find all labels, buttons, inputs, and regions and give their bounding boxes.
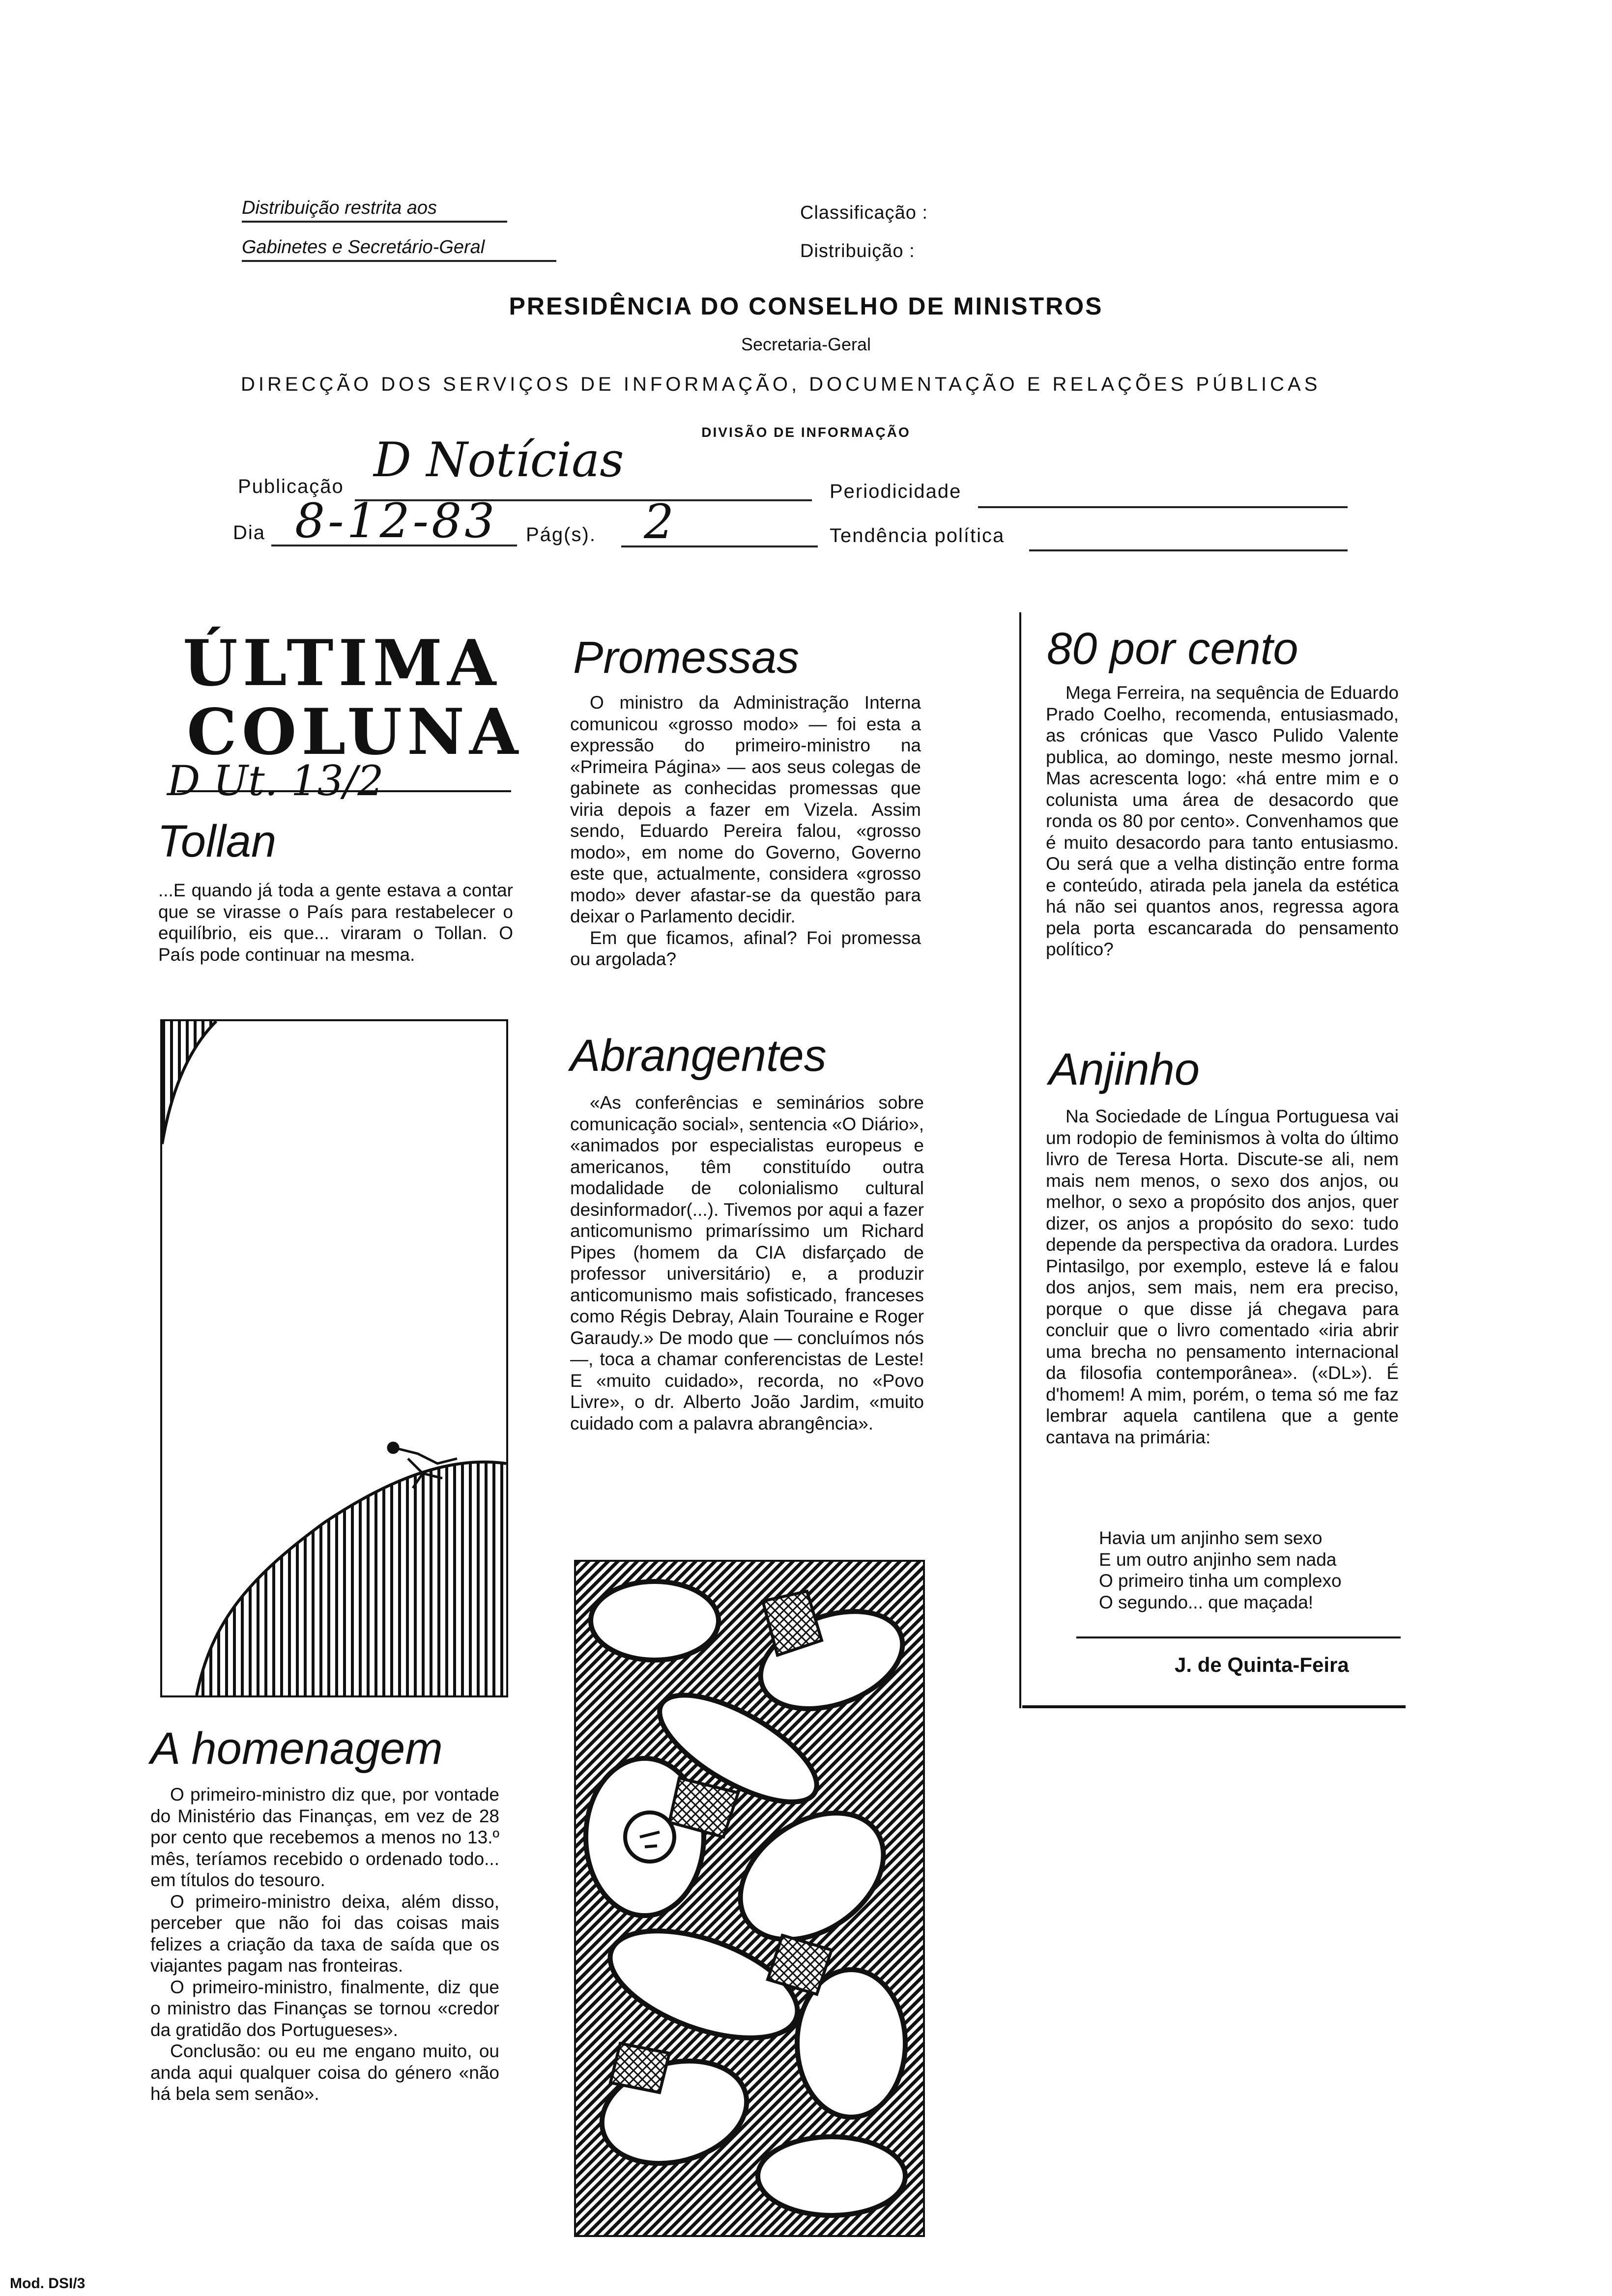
page-subtitle: Secretaria-Geral [741, 334, 871, 354]
page-title: PRESIDÊNCIA DO CONSELHO DE MINISTROS [509, 292, 1103, 320]
homenagem-text [150, 1784, 499, 2105]
homenagem-paragraph: Conclusão: ou eu me engano muito, ou anda aqui qualquer coisa do género «não há bela sem senão». [150, 2041, 499, 2104]
poem-line: O segundo... que maçada! [1099, 1592, 1314, 1612]
abrangentes-title: Abrangentes [570, 1031, 827, 1081]
promessas-text [570, 692, 921, 970]
direction-line: DIRECÇÃO DOS SERVIÇOS DE INFORMAÇÃO, DOCUMENTAÇÃO E RELAÇÕES PÚBLICAS [241, 373, 1321, 395]
poem-line: Havia um anjinho sem sexo [1099, 1528, 1323, 1548]
signature: J. de Quinta-Feira [1175, 1653, 1349, 1676]
masthead-line2: COLUNA [187, 695, 523, 769]
anjinho-title: Anjinho [1049, 1044, 1200, 1094]
poem-line: E um outro anjinho sem nada [1099, 1549, 1337, 1570]
homenagem-title: A homenagem [150, 1723, 443, 1774]
poem-line: O primeiro tinha um complexo [1099, 1571, 1342, 1591]
anjinho-text [1046, 1106, 1399, 1448]
abrangentes-illustration [574, 1560, 925, 2237]
restricted-distribution-line2: Gabinetes e Secretário-Geral [242, 237, 556, 262]
day-label: Dia [233, 522, 266, 544]
division-label: DIVISÃO DE INFORMAÇÃO [701, 425, 911, 440]
anjinho-paragraph: Na Sociedade de Língua Portuguesa vai um rodopio de feminismos à volta do último livro de Teresa Horta. Discute-se ali, nem mais nem menos, o sexo dos anjos, ou melhor, o sexo a propósito dos anjos, quer dizer, os anjos a propósito do sexo: tudo depende da perspectiva da oradora. Lurdes Pintasilgo, por exemplo, esteve lá e falou dos anjos, sem mais, nem era preciso, porque o que disse já chegava para concluir que o livro comentado «iria abrir uma brecha no pensamento internacional da filosofia contemporânea». («DL»). É d'homem! A mim, porém, o tema só me faz lembrar aquela cantilena que a gente cantava na primária: [1046, 1106, 1399, 1447]
day-value: 8-12-83 [295, 493, 498, 548]
periodicity-line [978, 506, 1348, 508]
oitenta-paragraph: Mega Ferreira, na sequência de Eduardo Prado Coelho, recomenda, entusiasmado, as crónicas que Vasco Pulido Valente publica, ao domingo, neste mesmo jornal. Mas acrescenta logo: «há entre mim e o colunista uma área de desacordo que ronda os 80 por cento». Convenhamos que é muito desacordo para tanto entusiasmo. Ou será que a velha distinção entre forma e conteúdo, atirada pela janela da estética há não sei quantos anos, regressa agora pela porta escancarada do pensamento político? [1046, 683, 1399, 959]
column-divider [1019, 612, 1021, 1708]
tollan-title: Tollan [157, 816, 277, 866]
promessas-paragraph: Em que ficamos, afinal? Foi promessa ou argolada? [570, 927, 921, 969]
homenagem-paragraph: O primeiro-ministro diz que, por vontade do Ministério das Finanças, em vez de 28 por cento que recebemos a menos no 13.º mês, teríamos recebido o ordenado todo... em títulos do tesouro. [150, 1784, 499, 1890]
classification-label: Classificação : [800, 202, 928, 223]
tollan-illustration [160, 1019, 508, 1697]
abrangentes-text [570, 1092, 924, 1434]
masthead-line1: ÚLTIMA [183, 627, 501, 700]
publication-value: D Notícias [374, 432, 624, 488]
homenagem-paragraph: O primeiro-ministro, finalmente, diz que o ministro das Finanças se tornou «credor da gratidão dos Portugueses». [150, 1977, 499, 2040]
periodicity-label: Periodicidade [830, 481, 962, 502]
signature-rule [1076, 1636, 1401, 1638]
tendency-line [1029, 549, 1348, 551]
oitenta-text [1046, 682, 1399, 960]
tollan-text: ...E quando já toda a gente estava a contar que se virasse o País para restabelecer o equilíbrio, eis que... viraram o Tollan. O País pode continuar na mesma. [158, 880, 513, 965]
homenagem-paragraph: O primeiro-ministro deixa, além disso, perceber que não foi das coisas mais felizes a criação da taxa de saída que os viajantes pagam nas fronteiras. [150, 1891, 499, 1976]
pages-value: 2 [644, 494, 674, 549]
distribution-label: Distribuição : [800, 241, 915, 261]
abrangentes-paragraph: «As conferências e seminários sobre comunicação social», sentencia «O Diário», «animados por especialistas europeus e americanos, têm constituído outra modalidade de colonialismo cultural desinformador(...). Tivemos por aqui a fazer anticomunismo primaríssimo um Richard Pipes (homem da CIA disfarçado de professor universitário) e, a produzir anticomunismo mais sofisticado, franceses como Régis Debray, Alain Touraine e Roger Garaudy.» De modo que — concluímos nós —, toca a chamar conferencistas de Leste! E «muito cuidado», recorda, no «Povo Livre», o dr. Alberto João Jardim, «muito cuidado com a palavra abrangência». [570, 1092, 924, 1434]
promessas-paragraph: O ministro da Administração Interna comunicou «grosso modo» — foi esta a expressão do primeiro-ministro na «Primeira Página» — aos seus colegas de gabinete as conhecidas promessas que viria depois a fazer em Vizela. Assim sendo, Eduardo Pereira falou, «grosso modo», em nome do Governo, Governo este que, actualmente, considera «grosso modo» dever afastar-se da questão para deixar o Parlamento decidir. [570, 692, 921, 926]
anjinho-poem [1099, 1527, 1394, 1613]
tendency-label: Tendência política [830, 525, 1005, 546]
publication-label: Publicação [238, 476, 344, 497]
pages-label: Pág(s). [526, 524, 596, 545]
form-code: Mod. DSI/3 [10, 2275, 86, 2292]
column-end-rule [1022, 1705, 1406, 1708]
handwritten-annotation: D Ut. 13/2 [167, 757, 384, 805]
restricted-distribution-line1: Distribuição restrita aos [242, 198, 507, 223]
oitenta-title: 80 por cento [1047, 624, 1298, 674]
promessas-title: Promessas [573, 632, 800, 683]
